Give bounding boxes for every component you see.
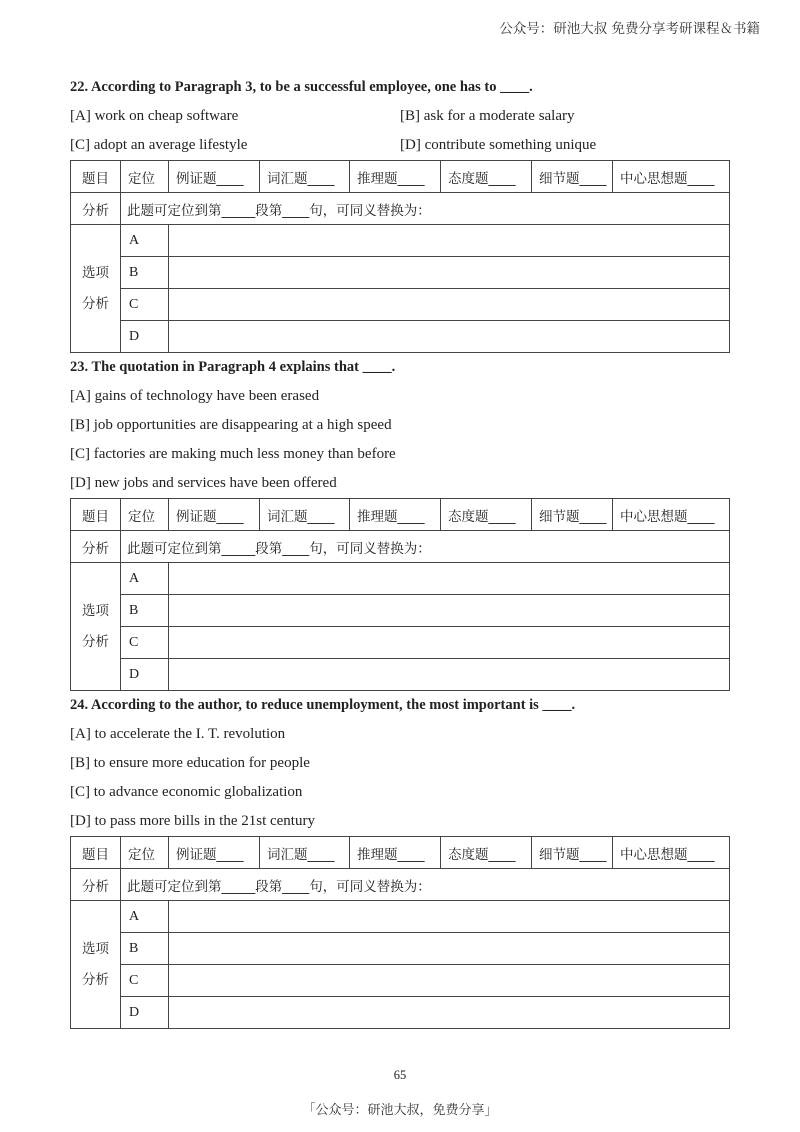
question-stem: 23. The quotation in Paragraph 4 explains that ____. — [70, 359, 396, 375]
type-vocab: 词汇题____ — [260, 837, 350, 869]
answer-cell-c[interactable] — [169, 627, 730, 659]
side-label-options: 选项 分析 — [71, 901, 121, 1029]
type-locate: 定位 — [121, 837, 169, 869]
type-detail: 细节题____ — [532, 499, 613, 531]
option-row — [70, 749, 730, 778]
option-letter-b: B — [121, 933, 169, 965]
option-letter-a: A — [121, 901, 169, 933]
type-main-idea: 中心思想题____ — [613, 161, 730, 193]
side-label-topic: 题目 — [71, 837, 121, 869]
option-d: [D] to pass more bills in the 21st century — [70, 813, 315, 829]
question-23 — [70, 352, 730, 691]
answer-cell-b[interactable] — [169, 933, 730, 965]
type-main-idea: 中心思想题____ — [613, 837, 730, 869]
analysis-table — [70, 836, 730, 1029]
type-example: 例证题____ — [169, 161, 260, 193]
answer-cell-a[interactable] — [169, 563, 730, 595]
option-letter-b: B — [121, 595, 169, 627]
type-inference: 推理题____ — [350, 837, 441, 869]
side-label-analysis: 分析 — [71, 869, 121, 901]
type-detail: 细节题____ — [532, 161, 613, 193]
question-stem: 22. According to Paragraph 3, to be a successful employee, one has to ____. — [70, 79, 533, 95]
option-d: [D] contribute something unique — [400, 137, 597, 153]
option-c: [C] factories are making much less money than before — [70, 446, 396, 462]
option-letter-d: D — [121, 321, 169, 353]
option-row — [70, 807, 730, 836]
side-label-analysis: 分析 — [71, 193, 121, 225]
type-attitude: 态度题____ — [441, 161, 532, 193]
answer-cell-c[interactable] — [169, 289, 730, 321]
option-a: [A] gains of technology have been erased — [70, 388, 320, 404]
locate-text: 此题可定位到第_____段第____句，可同义替换为： — [121, 869, 730, 901]
option-letter-a: A — [121, 563, 169, 595]
type-example: 例证题____ — [169, 499, 260, 531]
answer-cell-b[interactable] — [169, 257, 730, 289]
type-example: 例证题____ — [169, 837, 260, 869]
option-letter-a: A — [121, 225, 169, 257]
analysis-table — [70, 160, 730, 353]
option-row — [70, 102, 730, 131]
option-letter-d: D — [121, 659, 169, 691]
type-vocab: 词汇题____ — [260, 499, 350, 531]
answer-cell-d[interactable] — [169, 997, 730, 1029]
option-a: [A] to accelerate the I. T. revolution — [70, 726, 286, 742]
type-locate: 定位 — [121, 499, 169, 531]
side-label-options: 选项 分析 — [71, 225, 121, 353]
type-locate: 定位 — [121, 161, 169, 193]
answer-cell-a[interactable] — [169, 225, 730, 257]
type-attitude: 态度题____ — [441, 499, 532, 531]
option-row — [70, 411, 730, 440]
option-b: [B] ask for a moderate salary — [400, 108, 575, 124]
answer-cell-c[interactable] — [169, 965, 730, 997]
answer-cell-b[interactable] — [169, 595, 730, 627]
option-letter-c: C — [121, 627, 169, 659]
type-main-idea: 中心思想题____ — [613, 499, 730, 531]
answer-cell-d[interactable] — [169, 659, 730, 691]
option-row — [70, 469, 730, 498]
type-attitude: 态度题____ — [441, 837, 532, 869]
type-vocab: 词汇题____ — [260, 161, 350, 193]
locate-text: 此题可定位到第_____段第____句，可同义替换为： — [121, 531, 730, 563]
type-inference: 推理题____ — [350, 499, 441, 531]
option-c: [C] to advance economic globalization — [70, 784, 303, 800]
question-stem: 24. According to the author, to reduce unemployment, the most important is ____. — [70, 697, 576, 713]
locate-text: 此题可定位到第_____段第____句，可同义替换为： — [121, 193, 730, 225]
option-d: [D] new jobs and services have been offered — [70, 475, 337, 491]
type-detail: 细节题____ — [532, 837, 613, 869]
option-row — [70, 720, 730, 749]
option-letter-d: D — [121, 997, 169, 1029]
option-letter-c: C — [121, 965, 169, 997]
option-letter-b: B — [121, 257, 169, 289]
side-label-analysis: 分析 — [71, 531, 121, 563]
option-row — [70, 778, 730, 807]
analysis-table — [70, 498, 730, 691]
option-b: [B] to ensure more education for people — [70, 755, 310, 771]
page-number: 65 — [393, 1068, 407, 1082]
side-label-options: 选项 分析 — [71, 563, 121, 691]
footer-watermark: 「公众号：研池大叔，免费分享」 — [302, 1103, 498, 1118]
side-label-topic: 题目 — [71, 499, 121, 531]
answer-cell-a[interactable] — [169, 901, 730, 933]
option-row — [70, 382, 730, 411]
question-24 — [70, 690, 730, 1029]
option-b: [B] job opportunities are disappearing at a high speed — [70, 417, 392, 433]
side-label-topic: 题目 — [71, 161, 121, 193]
header-watermark: 公众号：研池大叔 免费分享考研课程＆书籍 — [499, 21, 760, 37]
option-row — [70, 440, 730, 469]
option-letter-c: C — [121, 289, 169, 321]
option-a: [A] work on cheap software — [70, 108, 239, 124]
option-c: [C] adopt an average lifestyle — [70, 137, 248, 153]
option-row — [70, 131, 730, 160]
question-22 — [70, 72, 730, 353]
type-inference: 推理题____ — [350, 161, 441, 193]
answer-cell-d[interactable] — [169, 321, 730, 353]
